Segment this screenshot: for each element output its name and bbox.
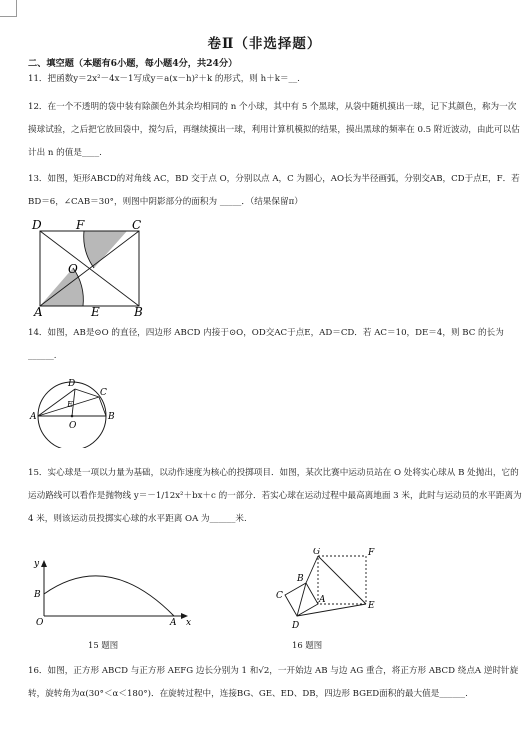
label-e: E	[368, 601, 375, 611]
figure-14-circle	[28, 376, 128, 448]
figure-15-trajectory	[30, 554, 195, 634]
label-d: D	[68, 379, 76, 389]
question-16: 16．如图，正方形 ABCD 与正方形 AEFG 边长分别为 1 和√2，一开始边 AB 与边 AG 重合，将正方形 ABCD 绕点A 逆时针旋转，旋转角为α(30°＜α＜180°)．在旋转过程中，连接BG、GE、ED、DB，四边形 BGED面积的最大值是______.	[28, 666, 519, 699]
question-15: 15．实心球是一项以力量为基础，以动作速度为核心的投掷项目．如图，某次比赛中运动员站在 O 处将实心球从 B 处抛出，它的运动路线可以看作是抛物线 y＝－1/12x²＋bx＋c 的一部分．若实心球在运动过程中最高离地面 3 米，此时与运动员的水平距离为 4 米，则该运动员投掷实心球的水平距离 OA 为______米.	[28, 468, 522, 524]
question-13: 13．如图，矩形ABCD的对角线 AC，BD 交于点 O，分别以点 A，C 为圆心，AO长为半径画弧，分别交AB，CD于点E，F．若BD＝6，∠CAB＝30°，则图中阴影部分的面积为 _____．（结果保留π）	[28, 174, 520, 207]
section-heading: 二、填空题（本题有6小题，每小题4分，共24分）	[28, 58, 238, 69]
label-c: C	[132, 218, 142, 232]
label-o: O	[68, 262, 78, 276]
label-d: D	[292, 621, 300, 631]
label-b: B	[34, 590, 41, 600]
center-point	[71, 415, 74, 418]
label-a: A	[34, 305, 43, 318]
figure-13-rectangle	[28, 218, 158, 318]
segment-db	[297, 583, 306, 616]
label-f: F	[76, 218, 85, 232]
question-12: 12．在一个不透明的袋中装有除颜色外其余均相同的 n 个小球，其中有 5 个黑球，从袋中随机摸出一球，记下其颜色，称为一次摸球试验，之后把它放回袋中，搅匀后，再继续摸出一球，利用计算机模拟的结果，摸出黑球的频率在 0.5 附近波动，由此可以估计出 n 的值是____.	[28, 102, 520, 158]
label-y: y	[34, 559, 40, 569]
label-x: x	[186, 618, 192, 628]
label-o: O	[69, 421, 77, 431]
figure-16-squares	[262, 548, 382, 634]
label-c: C	[100, 388, 107, 398]
label-c: C	[276, 591, 283, 601]
label-d: D	[32, 218, 42, 232]
question-11: 11．把函数y＝2x²－4x－1写成y＝a(x－h)²＋k 的形式，则 h＋k＝__.	[28, 74, 300, 84]
label-a: A	[170, 618, 177, 628]
label-a: A	[30, 412, 37, 422]
caption-figure-16: 16 题图	[292, 640, 323, 650]
segment-dc	[75, 389, 99, 397]
caption-figure-15: 15 题图	[88, 640, 119, 650]
label-a: A	[319, 595, 326, 605]
label-g: G	[313, 548, 321, 557]
label-b: B	[297, 574, 304, 584]
y-axis-arrow	[41, 560, 47, 567]
trajectory-curve	[44, 576, 174, 616]
page-corner-mark	[0, 0, 17, 17]
label-b: B	[134, 305, 143, 318]
label-e: E	[67, 400, 73, 409]
label-e: E	[91, 305, 100, 318]
label-f: F	[368, 548, 375, 558]
question-14: 14．如图，AB是⊙O 的直径，四边形 ABCD 内接于⊙O，OD交AC于点E，AD＝CD．若 AC＝10，DE＝4，则 BC 的长为______.	[28, 328, 504, 361]
label-o: O	[36, 618, 44, 628]
label-b: B	[108, 412, 115, 422]
segment-bg	[306, 556, 318, 583]
page-title: 卷Ⅱ（非选择题）	[207, 36, 322, 52]
